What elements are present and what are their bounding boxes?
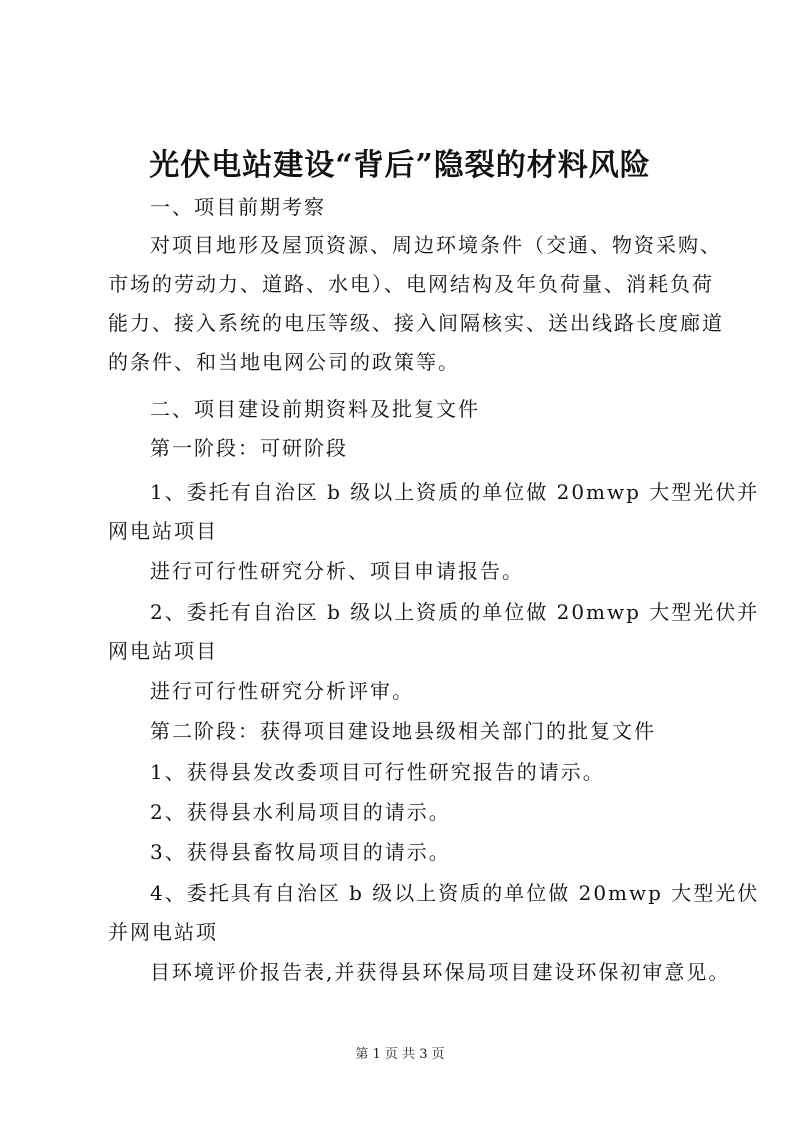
list-item: 2、获得县水利局项目的请示。	[150, 800, 451, 824]
paragraph-line: 进行可行性研究分析、项目申请报告。	[150, 559, 524, 583]
subheading-stage-1: 第一阶段：可研阶段	[150, 436, 348, 460]
list-item: 2、委托有自治区 b 级以上资质的单位做 20mwp 大型光伏并	[150, 600, 760, 624]
heading-section-2: 二、项目建设前期资料及批复文件	[150, 397, 480, 421]
paragraph-line: 市场的劳动力、道路、水电）、电网结构及年负荷量、消耗负荷	[108, 272, 714, 296]
list-item: 1、委托有自治区 b 级以上资质的单位做 20mwp 大型光伏并	[150, 480, 760, 504]
paragraph-line: 目环境评价报告表,并获得县环保局项目建设环保初审意见。	[150, 960, 731, 984]
list-item-continuation: 并网电站项	[108, 920, 218, 944]
list-item: 1、获得县发改委项目可行性研究报告的请示。	[150, 760, 605, 784]
list-item: 4、委托具有自治区 b 级以上资质的单位做 20mwp 大型光伏	[150, 881, 760, 905]
page-footer: 第 1 页 共 3 页	[355, 1047, 445, 1062]
list-item-continuation: 网电站项目	[108, 639, 218, 663]
subheading-stage-2: 第二阶段：获得项目建设地县级相关部门的批复文件	[150, 719, 656, 743]
paragraph-line: 的条件、和当地电网公司的政策等。	[108, 350, 460, 374]
paragraph-line: 能力、接入系统的电压等级、接入间隔核实、送出线路长度廊道	[108, 311, 724, 335]
list-item: 3、获得县畜牧局项目的请示。	[150, 840, 451, 864]
paragraph-line: 进行可行性研究分析评审。	[150, 679, 414, 703]
list-item-continuation: 网电站项目	[108, 519, 218, 543]
paragraph-line: 对项目地形及屋顶资源、周边环境条件（交通、物资采购、	[150, 233, 722, 257]
document-title: 光伏电站建设“背后”隐裂的材料风险	[149, 148, 651, 183]
heading-section-1: 一、项目前期考察	[150, 195, 326, 219]
